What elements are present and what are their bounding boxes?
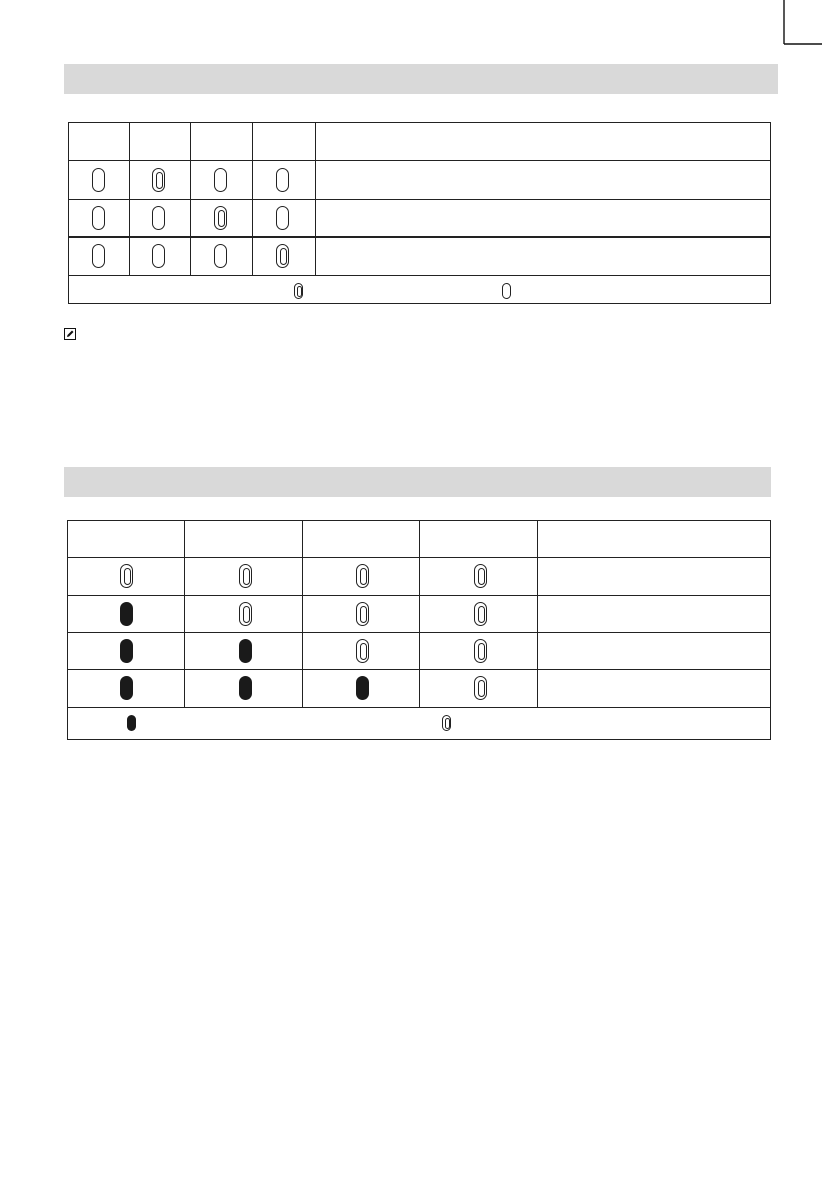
led-filled-icon (239, 639, 252, 663)
led-filled-icon (120, 676, 133, 700)
led-filled-icon (120, 602, 133, 626)
led-filled-icon (120, 639, 133, 663)
led-on-legend-icon (294, 283, 303, 299)
led-off-icon (214, 244, 227, 268)
led-status-table-1 (68, 122, 771, 304)
section-1-bar (64, 64, 778, 94)
led-on-icon (276, 244, 289, 268)
led-on-legend-icon (442, 715, 451, 731)
led-on-icon (474, 564, 487, 588)
led-on-icon (356, 639, 369, 663)
led-off-icon (152, 244, 165, 268)
led-on-icon (152, 168, 165, 192)
led-on-icon (120, 564, 133, 588)
pencil-note-icon (64, 328, 76, 340)
led-on-icon (239, 564, 252, 588)
led-on-icon (239, 602, 252, 626)
led-off-icon (92, 168, 105, 192)
led-off-icon (276, 168, 289, 192)
led-on-icon (474, 676, 487, 700)
led-off-legend-icon (502, 283, 511, 299)
led-filled-legend-icon (127, 715, 136, 731)
led-filled-icon (239, 676, 252, 700)
led-on-icon (474, 602, 487, 626)
led-off-icon (92, 244, 105, 268)
crop-mark-icon (782, 0, 822, 46)
led-on-icon (214, 206, 227, 230)
led-off-icon (152, 206, 165, 230)
led-status-table-2 (67, 520, 771, 740)
led-on-icon (356, 602, 369, 626)
led-off-icon (276, 206, 289, 230)
led-on-icon (356, 564, 369, 588)
led-off-icon (214, 168, 227, 192)
section-2-bar (64, 467, 771, 497)
led-filled-icon (356, 676, 369, 700)
led-off-icon (92, 206, 105, 230)
led-on-icon (474, 639, 487, 663)
